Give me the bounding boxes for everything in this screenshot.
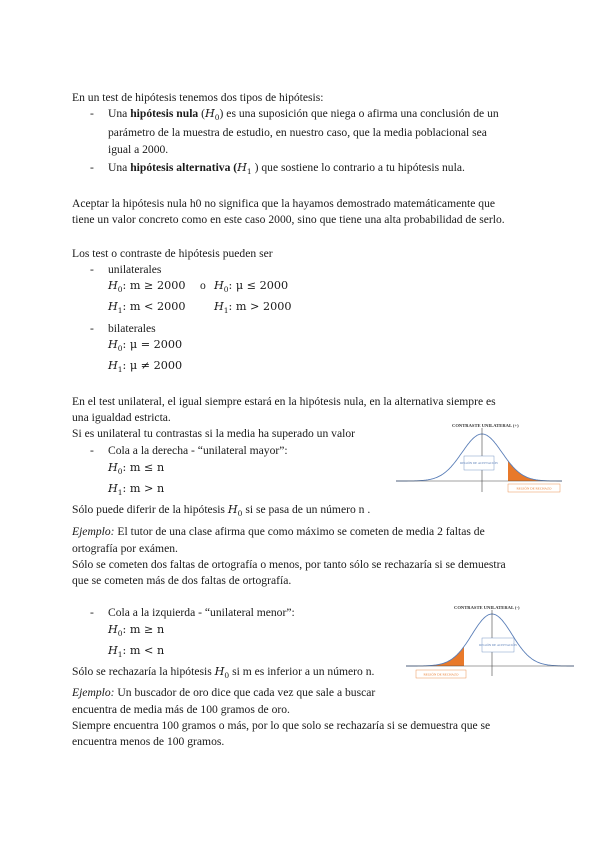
unilateral-label: unilaterales xyxy=(108,263,162,276)
alt-pre: Una xyxy=(108,161,128,174)
right-tail-chart xyxy=(390,418,570,498)
right-accept-label: REGIÓN DE ACEPTACIÓN xyxy=(460,461,498,465)
left-reject: Sólo se rechazaría la hipótesis $H_0$ si m es inferior a un número n. xyxy=(72,665,375,680)
null-post1: es una suposición que niega o afirma una conclusión de un xyxy=(226,107,499,120)
right-example2: ortografía por exámen. xyxy=(72,542,178,555)
left-h0: $H_0$: m ≥ n xyxy=(108,623,165,638)
alt-post: ) que sostiene lo contrario a tu hipótesis nula. xyxy=(254,161,465,174)
right-tail-area xyxy=(508,461,562,481)
or-word: o xyxy=(200,279,206,292)
accept-line1: Aceptar la hipótesis nula h0 no significa que la hayamos demostrado matemáticamente que xyxy=(72,197,496,210)
right-tail-title: Cola a la derecha - “unilateral mayor”: xyxy=(108,444,288,457)
null-hypothesis-line: Una hipótesis nula $(H_0)$ es una suposición que niega o afirma una conclusión de un xyxy=(108,107,499,122)
bullet-dash: - xyxy=(90,322,94,335)
uni-h1a: $H_1$: m < 2000 xyxy=(108,300,186,315)
null-pre: Una xyxy=(108,107,128,120)
left-reject-label: REGIÓN DE RECHAZO xyxy=(423,672,459,677)
bullet-dash: - xyxy=(90,161,94,174)
right-h1: $H_1$: m > n xyxy=(108,482,165,497)
bullet-dash: - xyxy=(90,107,94,120)
left-example2: encuentra de media más de 100 gramos de oro. xyxy=(72,703,290,716)
bilateral-label: bilaterales xyxy=(108,322,156,335)
unilateral-line2: una igualdad estricta. xyxy=(72,411,171,424)
uni-h0a: $H_0$: m ≥ 2000 xyxy=(108,279,186,294)
right-example4: que se cometen más de dos faltas de ortografía. xyxy=(72,574,292,587)
left-chart-title: CONTRASTE UNILATERAL (-) xyxy=(454,605,520,610)
left-tail-chart xyxy=(402,600,582,680)
bullet-dash: - xyxy=(90,444,94,457)
bi-h1: $H_1$: μ ≠ 2000 xyxy=(108,359,183,374)
left-tail-title: Cola a la izquierda - “unilateral menor”: xyxy=(108,606,295,619)
left-example1: Ejemplo: Un buscador de oro dice que cada vez que sale a buscar xyxy=(72,686,376,699)
left-h1: $H_1$: m < n xyxy=(108,644,165,659)
right-example3: Sólo se cometen dos faltas de ortografía o menos, por tanto sólo se rechazaría si se demuestra xyxy=(72,558,506,571)
bi-h0: $H_0$: μ = 2000 xyxy=(108,338,183,353)
right-example1: Ejemplo: El tutor de una clase afirma que como máximo se cometen de media 2 faltas de xyxy=(72,525,485,538)
left-example3: Siempre encuentra 100 gramos o más, por lo que solo se rechazaría si se demuestra que se xyxy=(72,719,491,732)
uni-h1b: $H_1$: m > 2000 xyxy=(214,300,292,315)
right-differ: Sólo puede diferir de la hipótesis $H_0$ si se pasa de un número n . xyxy=(72,503,371,518)
null-bold: hipótesis nula xyxy=(130,107,199,120)
right-h0: $H_0$: m ≤ n xyxy=(108,461,165,476)
bullet-dash: - xyxy=(90,606,94,619)
accept-line2: tiene un valor concreto como en este caso 2000, sino que tiene una alta probabilidad de serlo. xyxy=(72,213,505,226)
types-heading: Los test o contraste de hipótesis pueden ser xyxy=(72,247,273,260)
intro-line: En un test de hipótesis tenemos dos tipos de hipótesis: xyxy=(72,91,324,104)
alt-bold: hipótesis alternativa ( xyxy=(130,161,238,174)
unilateral-line1: En el test unilateral, el igual siempre estará en la hipótesis nula, en la alternativa siempre es xyxy=(72,395,496,408)
alt-hypothesis-line: Una hipótesis alternativa ($H_1$ ) que sostiene lo contrario a tu hipótesis nula. xyxy=(108,161,465,176)
uni-h0b: $H_0$: μ ≤ 2000 xyxy=(214,279,289,294)
unilateral-line3: Si es unilateral tu contrastas si la media ha superado un valor xyxy=(72,427,355,440)
left-accept-label: REGIÓN DE ACEPTACIÓN xyxy=(479,643,517,647)
bullet-dash: - xyxy=(90,263,94,276)
null-line2: parámetro de la muestra de estudio, en nuestro caso, que la media poblacional sea xyxy=(108,126,487,139)
left-example4: encuentra menos de 100 gramos. xyxy=(72,735,225,748)
null-line3: igual a 2000. xyxy=(108,143,169,156)
right-reject-label: REGIÓN DE RECHAZO xyxy=(516,486,552,491)
right-chart-title: CONTRASTE UNILATERAL (+) xyxy=(452,423,519,428)
